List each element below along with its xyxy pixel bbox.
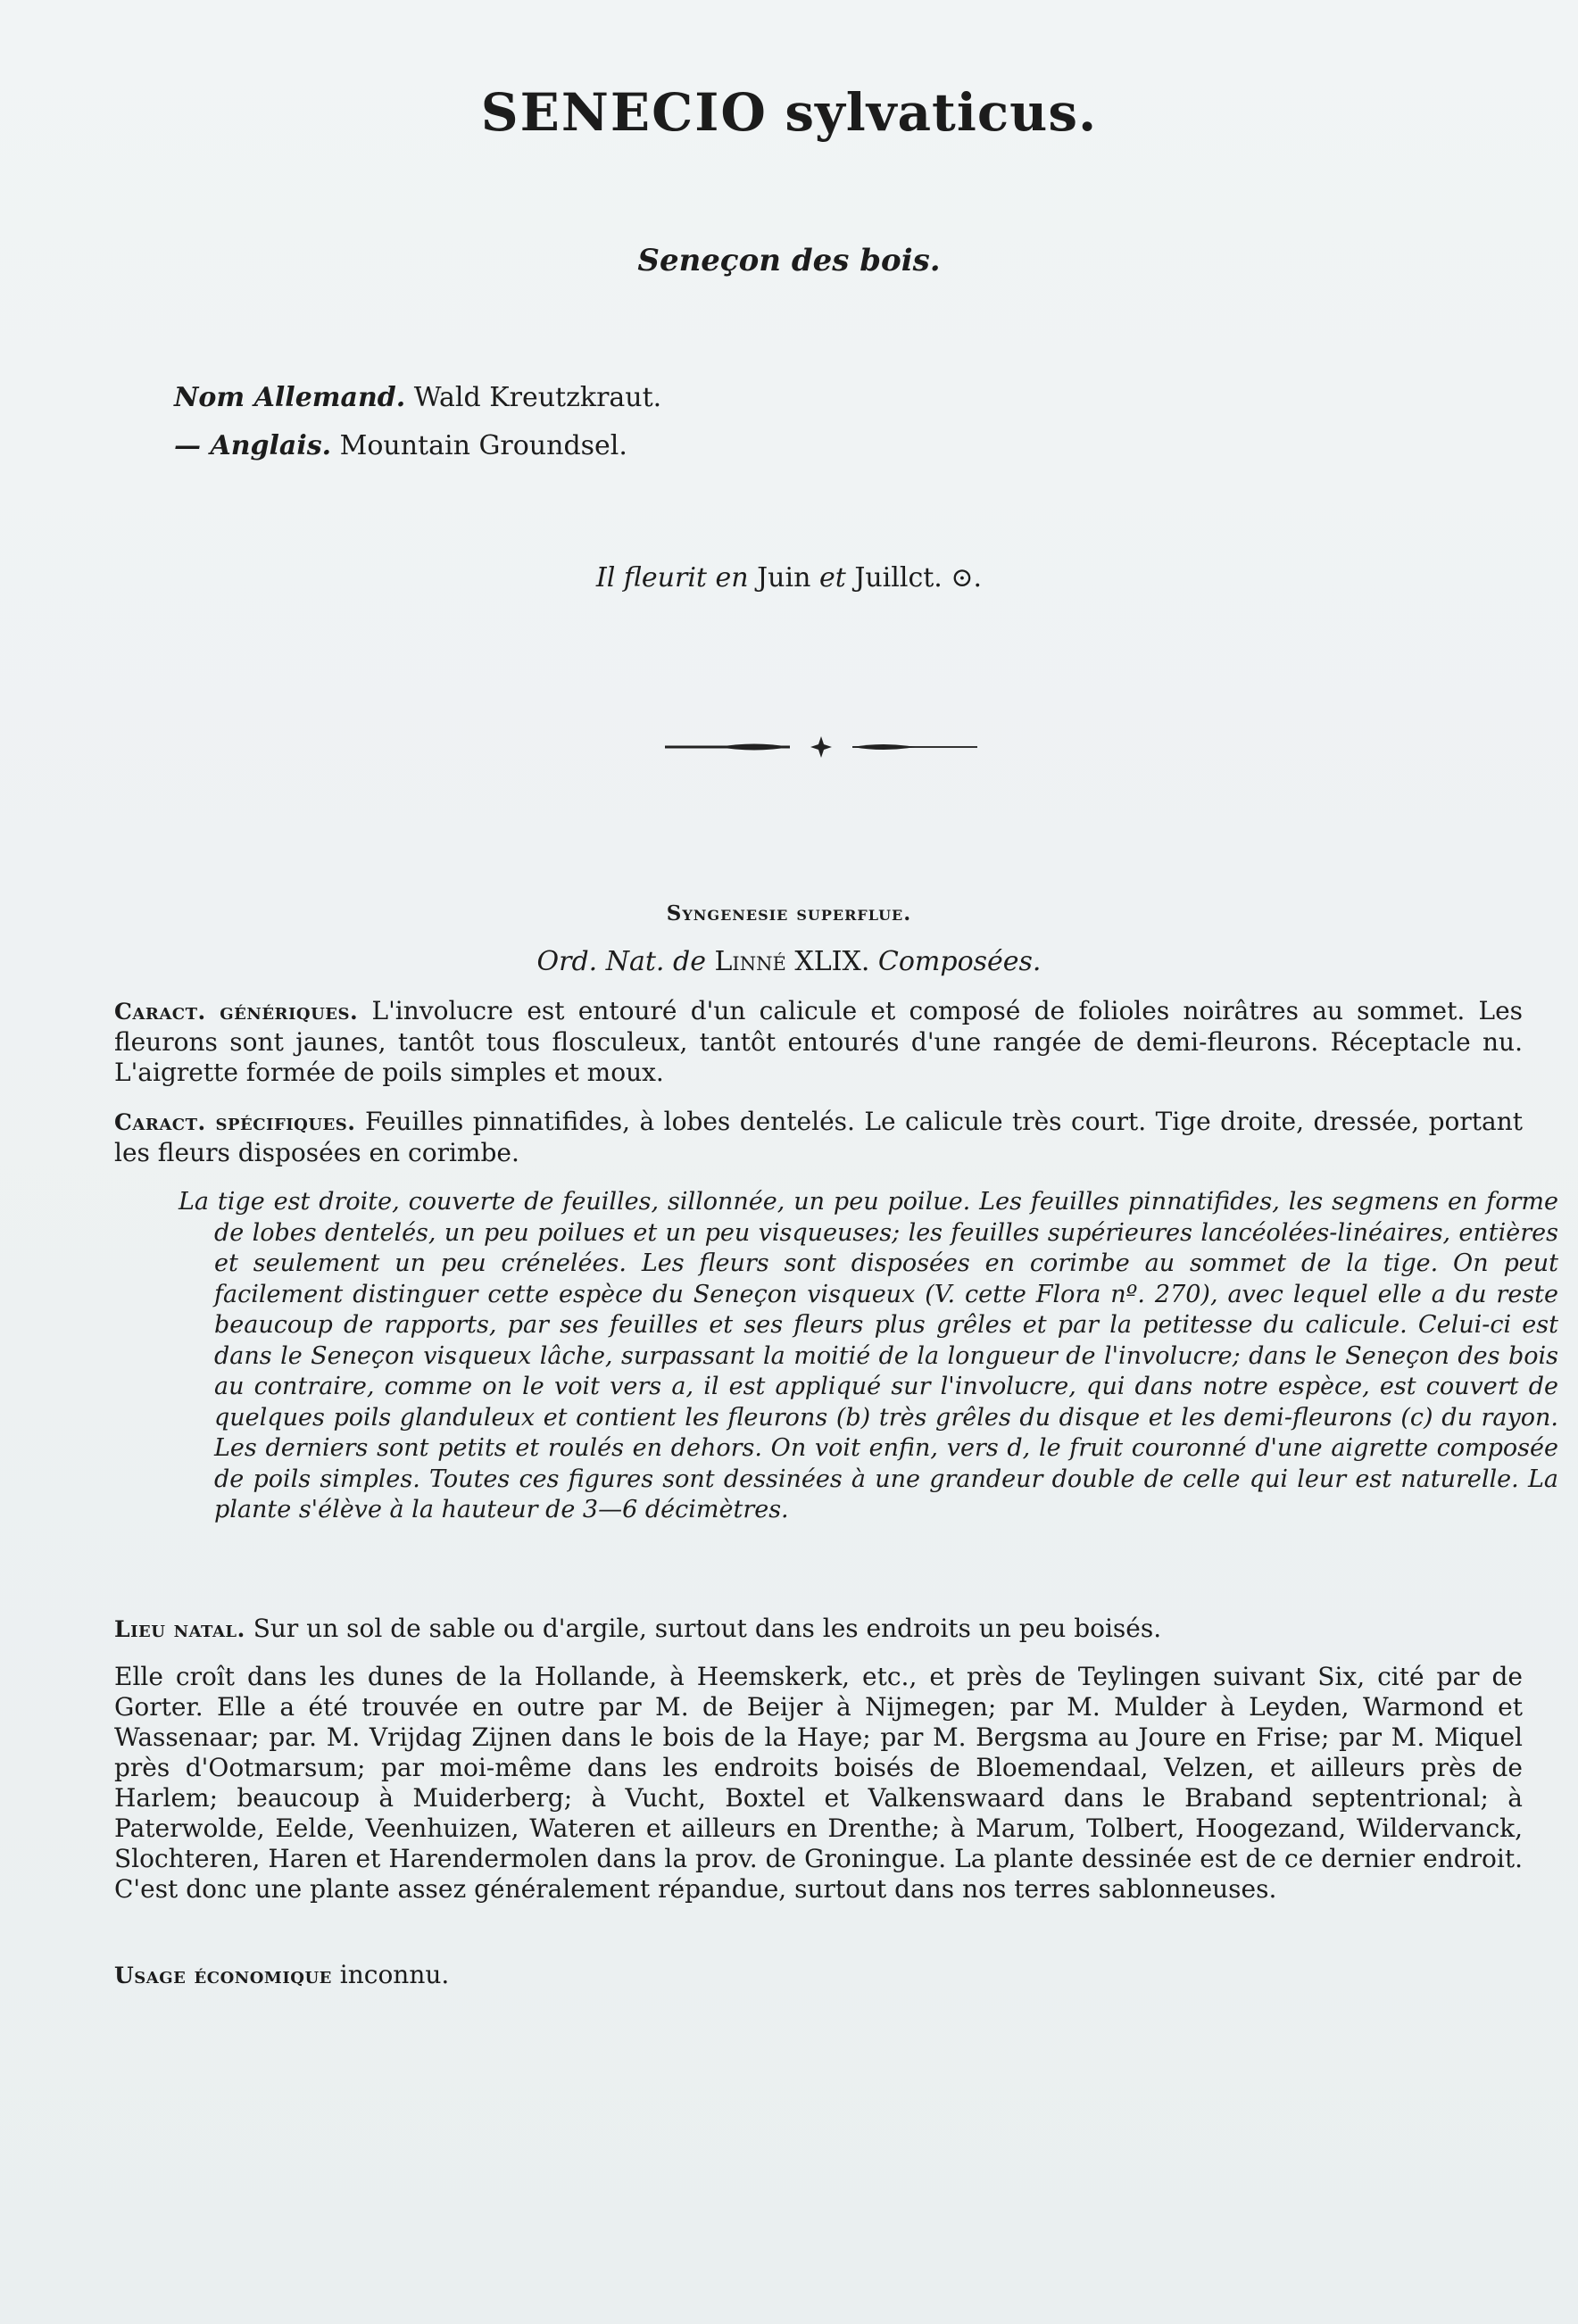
flowering-conj: et — [818, 562, 846, 593]
description-paragraph: La tige est droite, couverte de feuilles, sillonnée, un peu poilue. Les feuilles pinnatifides, les segmens en forme de lobes dentelés, un peu poilues et un peu visqueuses; les feuilles supérieures lancéolées-linéaires, entières et seulement un peu crénelées. Les fleurs sont disposées en corimbe au sommet de la tige. On peut facilement distinguer cette espèce du Seneçon visqueux (V. cette Flora nº. 270), avec lequel elle a du reste beaucoup de rapports, par ses feuilles et ses fleurs plus grêles et par la petitesse du calicule. Celui-ci est dans le Seneçon visqueux lâche, surpassant la moitié de la longueur de l'involucre; dans le Seneçon des bois au contraire, comme on le voit vers a, il est appliqué sur l'involucre, qui dans notre espèce, est couvert de quelques poils glanduleux et contient les fleurons (b) très grêles du disque et les demi-fleurons (c) du rayon. Les derniers sont petits et roulés en dehors. On voit enfin, vers d, le fruit couronné d'une aigrette composée de poils simples. Toutes ces figures sont dessinées à une grandeur double de celle qui leur est naturelle. La plante s'élève à la hauteur de 3—6 décimètres. — [179, 1188, 1558, 1523]
habitat-lead: Lieu natal. — [114, 1616, 245, 1642]
usage-text: inconnu. — [339, 1960, 450, 1989]
english-name-line — [174, 430, 627, 461]
economic-usage — [114, 1960, 1523, 1991]
flowering-month-2: Juillct. — [854, 562, 943, 593]
specific-text: Feuilles pinnatifides, à lobes dentelés. Le calicule très court. Tige droite, dressée, portant les fleurs disposées en corimbe. — [114, 1107, 1523, 1167]
habitat — [114, 1614, 1523, 1645]
order-prefix: Ord. Nat. de — [536, 946, 706, 977]
order-family: Composées. — [877, 946, 1042, 977]
page-title — [0, 82, 1578, 143]
flowering-prefix: Il fleurit en — [595, 562, 749, 593]
classification-heading — [0, 901, 1578, 925]
species-name: sylvaticus. — [785, 82, 1098, 143]
specific-lead: Caract. spécifiques. — [114, 1109, 356, 1135]
natural-order-line — [0, 946, 1578, 977]
generic-characters — [114, 996, 1523, 1088]
english-label: — Anglais. — [174, 430, 332, 461]
french-common-name: Seneçon des bois. — [637, 243, 941, 278]
generic-lead: Caract. génériques. — [114, 999, 359, 1025]
english-value: Mountain Groundsel. — [339, 430, 627, 461]
distribution-paragraph: Elle croît dans les dunes de la Hollande, à Heemskerk, etc., et près de Teylingen suivant Six, cité par de Gorter. Elle a été trouvée en outre par M. de Beijer à Nijmegen; par M. Mulder à Leyden, Warmond et Wassenaar; par. M. Vrijdag Zijnen dans le bois de la Haye; par M. Bergsma au Joure en Frise; par M. Miquel près d'Ootmarsum; par moi-même dans les endroits boisés de Bloemendaal, Velzen, et ailleurs près de Harlem; beaucoup à Muiderberg; à Vucht, Boxtel et Valkenswaard dans le Braband septentrional; à Paterwolde, Eelde, Veenhuizen, Wateren et ailleurs en Drenthe; à Marum, Tolbert, Hoogezand, Wildervanck, Slochteren, Haren et Harendermolen dans la prov. de Groningue. La plante dessinée est de ce dernier endroit. C'est donc une plante assez généralement répandue, surtout dans nos terres sablonneuses. — [114, 1662, 1523, 1904]
linnaean-class: Syngenesie superflue. — [666, 901, 912, 925]
flowering-month-1: Juin — [757, 562, 811, 593]
german-name-line — [174, 382, 661, 413]
flowering-line — [0, 562, 1578, 593]
annual-symbol: ⊙. — [951, 562, 983, 593]
specific-characters — [114, 1107, 1523, 1168]
order-author: Linné XLIX. — [714, 946, 870, 977]
ornament-divider-icon — [665, 734, 977, 760]
genus-name: SENECIO — [480, 82, 768, 143]
habitat-text: Sur un sol de sable ou d'argile, surtout dans les endroits un peu boisés. — [253, 1614, 1162, 1643]
generic-text: L'involucre est entouré d'un calicule et composé de folioles noirâtres au sommet. Les fleurons sont jaunes, tantôt tous flosculeux, tantôt entourés d'une rangée de demi-fleurons. Réceptacle nu. L'aigrette formée de poils simples et moux. — [114, 996, 1524, 1087]
german-value: Wald Kreutzkraut. — [413, 382, 662, 413]
german-label: Nom Allemand. — [174, 382, 406, 413]
usage-lead: Usage économique — [114, 1963, 332, 1988]
